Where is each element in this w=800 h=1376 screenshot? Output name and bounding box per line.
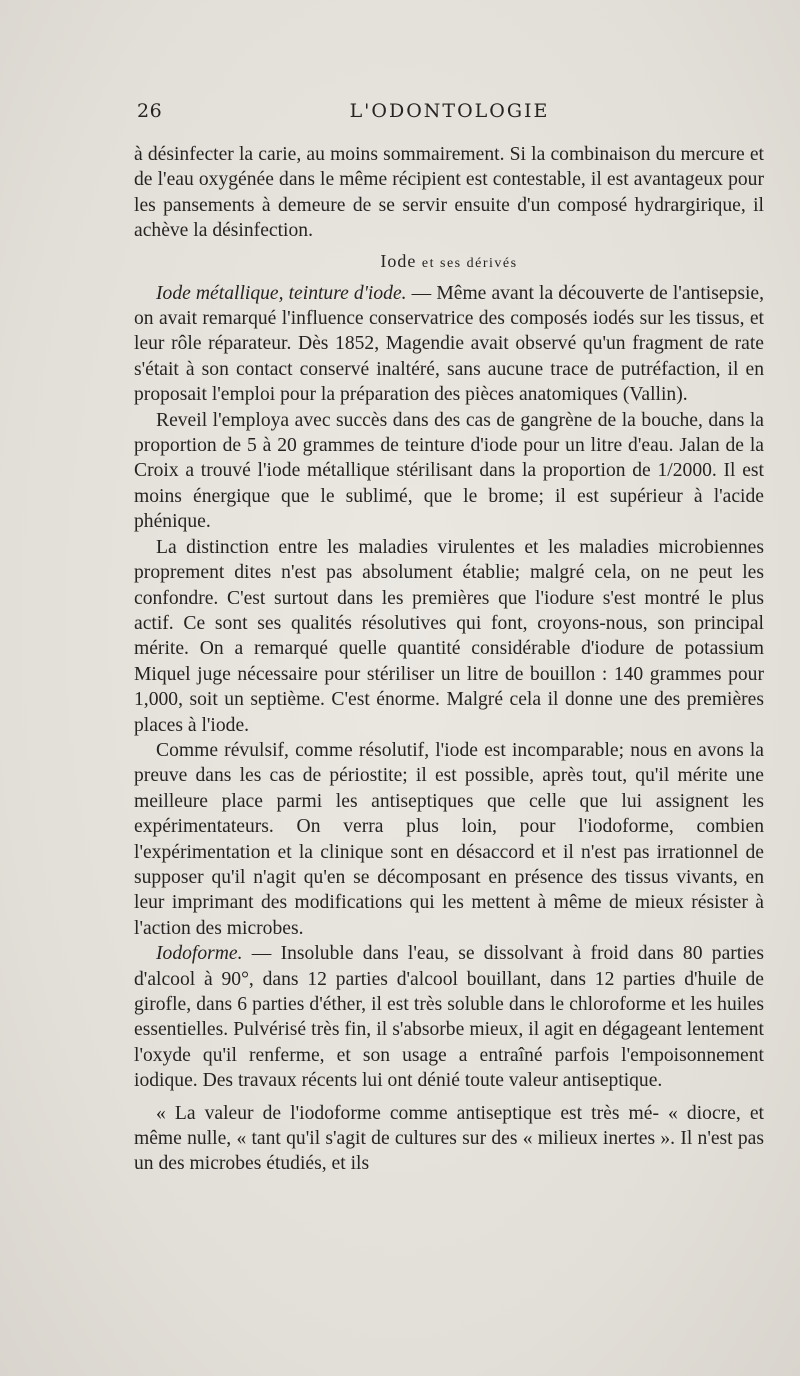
paragraph-revulsif: Comme révulsif, comme résolutif, l'iode est incomparable; nous en avons la preuve dans les cas de périostite; il est possible, après tout, qu'il mérite une meilleure place parmi les antiseptiques que celle que lui assignent les expérimentateurs. On verra plus loin, pour l'iodoforme, combien l'expérimentation et la clinique sont en désaccord et il n'est pas irrationnel de supposer qu'il n'agit qu'en se décomposant en présence des tissus vivants, en leur imprimant des modifications qui les mettent à même de mieux résister à l'action des microbes. bbox=[134, 739, 764, 939]
paragraph-reveil: Reveil l'employa avec succès dans des cas de gangrène de la bouche, dans la proportion de 5 à 20 grammes de teinture d'iode pour un litre d'eau. Jalan de la Croix a trouvé l'iode métallique stérilisant dans la proportion de 1/2000. Il est moins énergique que le sublimé, que le brome; il est supérieur à l'acide phénique. bbox=[134, 409, 764, 533]
paragraph-iode-metallique bbox=[134, 281, 764, 408]
heading-derives: et ses dérivés bbox=[421, 255, 518, 271]
heading-iode: Iode bbox=[380, 250, 417, 271]
page-number: 26 bbox=[137, 100, 163, 122]
page-header bbox=[137, 100, 762, 130]
paragraph-iode-metallique-text: — Même avant la découverte de l'antisepsie, on avait remarqué l'influence conservatrice des composés iodés sur les tissus, et leur rôle réparateur. Dès 1852, Magendie avait observé qu'un fragment de rate s'était à son contact conservé inaltéré, sans aucune trace de putréfaction, il en proposait l'emploi pour la préparation des pièces anatomiques (Vallin). bbox=[134, 282, 764, 406]
paragraph-disinfection: à désinfecter la carie, au moins sommairement. Si la combinaison du mercure et de l'eau oxygénée dans le même récipient est contestable, il est avantageux pour les pansements à demeure de se servir ensuite d'un composé hydrargirique, il achève la désinfection. bbox=[134, 144, 764, 242]
running-title: L'ODONTOLOGIE bbox=[349, 100, 550, 122]
section-heading bbox=[134, 246, 764, 279]
paragraph-iodoforme bbox=[134, 941, 764, 1093]
paragraph-distinction: La distinction entre les maladies virulentes et les maladies microbiennes proprement dites n'est pas absolument établie; malgré cela, on ne peut les confondre. C'est surtout dans les premières que l'iodure s'est montré le plus actif. Ce sont ses qualités résolutives qui font, croyons-nous, son principal mérite. On a remarqué quelle quantité considérable d'iodure de potassium Miquel juge nécessaire pour stériliser un litre de bouillon : 140 grammes pour 1,000, soit un septième. C'est énorme. Malgré cela il donne une des premières places à l'iode. bbox=[134, 536, 764, 736]
subheading-iode-metallique: Iode métallique, teinture d'iode. bbox=[156, 282, 407, 304]
paragraph-quote: « La valeur de l'iodoforme comme antiseptique est très mé- « diocre, et même nulle, « tant qu'il s'agit de cultures sur des « milieux inertes ». Il n'est pas un des microbes étudiés, et ils bbox=[134, 1102, 764, 1175]
body-text bbox=[134, 142, 764, 1177]
paragraph-iodoforme-text: — Insoluble dans l'eau, se dissolvant à froid dans 80 parties d'alcool à 90°, dans 12 parties d'alcool bouillant, dans 12 parties d'huile de girofle, dans 6 parties d'éther, il est très soluble dans le chloroforme et les huiles essentielles. Pulvérisé très fin, il s'absorbe mieux, il agit en dégageant lentement l'oxyde qu'il renferme, et son usage a entraîné parfois l'empoisonnement iodique. Des travaux récents lui ont dénié toute valeur antiseptique. bbox=[134, 943, 764, 1092]
subheading-iodoforme: Iodoforme. bbox=[156, 943, 243, 965]
